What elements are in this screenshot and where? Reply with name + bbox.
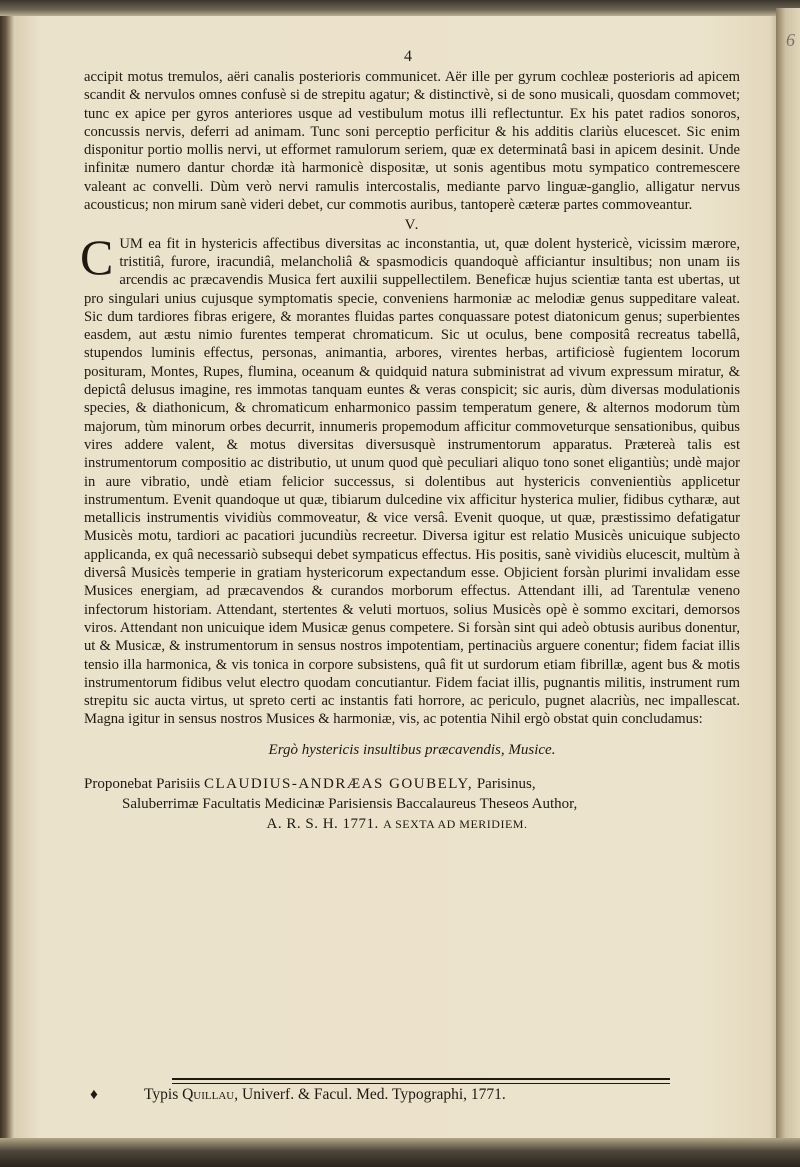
imprint-suffix: , Univerf. & Facul. Med. Typographi, 1771.	[234, 1086, 506, 1103]
section-heading: V.	[404, 217, 420, 234]
facing-page-mark: 6	[786, 30, 795, 50]
defense-date: A. R. S. H. 1771.	[266, 815, 379, 832]
body-text	[80, 68, 740, 834]
paragraph-section-v-text: UM ea fit in hystericis affectibus diversitas ac inconstantia, ut, quæ dolent hystericè, vicissim mærore, tristitiâ, furore, iracundiâ, melancholiâ & spasmodicis quandoquè afficiantur insultibus; non unam iis arcendis ac præcavendis Musica fert auxilii suppellectilem. Beneficæ hujus scientiæ tanta est ubertas, ut pro singulari unius cujusque symptomatis specie, conveniens harmoniæ ac melodiæ genus suppeditare valeat. Sic dum tardiores fibras erigere, & morantes fluidas partes conquassare potest diatonicum genus; superbientes easdem, aut æstu nimio furentes temperat chromaticum. Sic ut oculus, bene compositâ recreatus tabellâ, stupendos luminis effectus, personas, animantia, arbores, virentes herbas, artificiosè fugientem locorum posituram, Montes, Rupes, flumina, oceanum & quidquid natura subministrat ad vivum expressum miratur, & depictâ delusus imagine, res immotas tanquam euntes & veras conspicit; sic auris, dùm diversas modulationis species, & diathonicum, & chromaticum enharmonico passim temperatum genere, & alternos modorum tùm majorum, tùm minorum orbes decurrit, innumeris propemodum afficitur commoveturque sensationibus, quibus vires addere valent, & motus diversitas diversusquè instrumentorum apparatus. Prætereà talis est instrumentorum compositio ac distributio, ut unum quod què peculiari aliquo tono sonet eligantiùs; undè major in aure vibratio, undè etiam felicior successus, si dolentibus aut hystericis convenientiùs applicetur instrumentum. Evenit quandoque ut quæ, tibiarum dulcedine vix afficitur hysterica mulier, fidibus cytharæ, aut metallicis instrumentis vividiùs commoveatur, & vice versâ. Evenit quoque, ut quæ, præstissimo defatigatur Musicès motu, tardiori ac pacatiori jucundiùs recreetur. Diversa igitur est relatio Musicès unicuique subjecto applicanda, ex quâ necessariò subsequi debet sympaticus effectus. His positis, sanè vividiùs elucescit, multùm à diversâ Musicès temperie in gratiam hystericorum expectandum esse. Objicient forsàn plurimi invalidam esse Musices energiam, ad præcavendos & curandos morborum effectus. Attendant illi, ad Tarentulæ veneno infectorum historiam. Attendant, stertentes & veluti mortuos, solius Musicès opè è sommo excitari, demorsos viros. Attendant non unicuique idem Musicæ genus competere. Si forsàn sint qui adeò obtusis auribus donentur, ut & Musicæ, & instrumentorum in sensus nostros impotentiam, pertinaciùs arguere conentur; fidem faciat illis tensio illa harmonica, & vis tonica in corpore subsistens, quâ fit ut surdorum etiam fibrillæ, agent bus & motis instrumentorum fidibus velut electro quodam concutiantur. Fidem faciat illis, pugnantis militis, instrument rum strepitu sic aucta virtus, ut spreto certi ac instantis fati horrore, ac periculo, pugnet alacriùs, nec impallescat. Magna igitur in sensus nostros Musices & harmoniæ, vis, ac potentia Nihil ergò obstat quin concludamus:	[84, 235, 740, 728]
book-top-edge	[0, 0, 800, 16]
printer-imprint	[90, 1086, 710, 1104]
defense-line-faculty: Saluberrimæ Facultatis Medicinæ Parisiensis Baccalaureus Theseos Author,	[122, 795, 578, 812]
page-number: 4	[404, 48, 412, 65]
printer-name: Quillau	[182, 1086, 235, 1103]
author-origin: Parisinus,	[476, 775, 536, 792]
defense-line-date	[84, 814, 740, 834]
defense-line-author	[84, 774, 740, 794]
author-name: CLAUDIUS-ANDRÆAS GOUBELY,	[204, 775, 474, 792]
drop-cap: C	[80, 228, 114, 285]
defense-time: A SEXTA AD MERIDIEM.	[383, 816, 528, 831]
imprint-rule	[172, 1078, 670, 1084]
imprint-prefix: Typis	[144, 1086, 179, 1103]
facing-page-edge	[776, 8, 800, 1143]
thesis-conclusion: Ergò hystericis insultibus præcavendis, Musice.	[268, 741, 556, 758]
paragraph-section-v	[80, 228, 740, 729]
book-bottom-edge	[0, 1138, 800, 1167]
imprint-ornament-icon: ♦	[90, 1086, 98, 1103]
defense-prefix: Proponebat Parisiis	[84, 775, 201, 792]
paragraph-continued: accipit motus tremulos, aëri canalis posterioris communicet. Aër ille per gyrum cochleæ posterioris ad apicem scandit & nervulos omnes confusè si de strepitu agatur; & distinctivè, si de sono musicali, quosdam commovet; tunc ex apice per gyros anteriores usque ad vestibulum motus illi reflectuntur. Ex his patet radios sonoros, concussis nervis, deferri ad animam. Tunc soni perceptio perficitur & his additis clariùs elucescet. Sic enim disponitur portio mollis nervi, ut efformet ramulorum seriem, quæ ex determinatâ basi in apicem desinit. Unde infinitæ numero dantur chordæ ità harmonicè dispositæ, ut sonis agentibus motu sympatico contremescere valeant ac convelli. Dùm verò nervi ramulis intercostalis, mediante parvo linguæ-ganglio, alligatur nervus acousticus; non mirum sanè videri debet, cur commotis auribus, tantoperè cæteræ partes commoveantur.	[84, 69, 740, 214]
defense-statement	[84, 774, 740, 834]
